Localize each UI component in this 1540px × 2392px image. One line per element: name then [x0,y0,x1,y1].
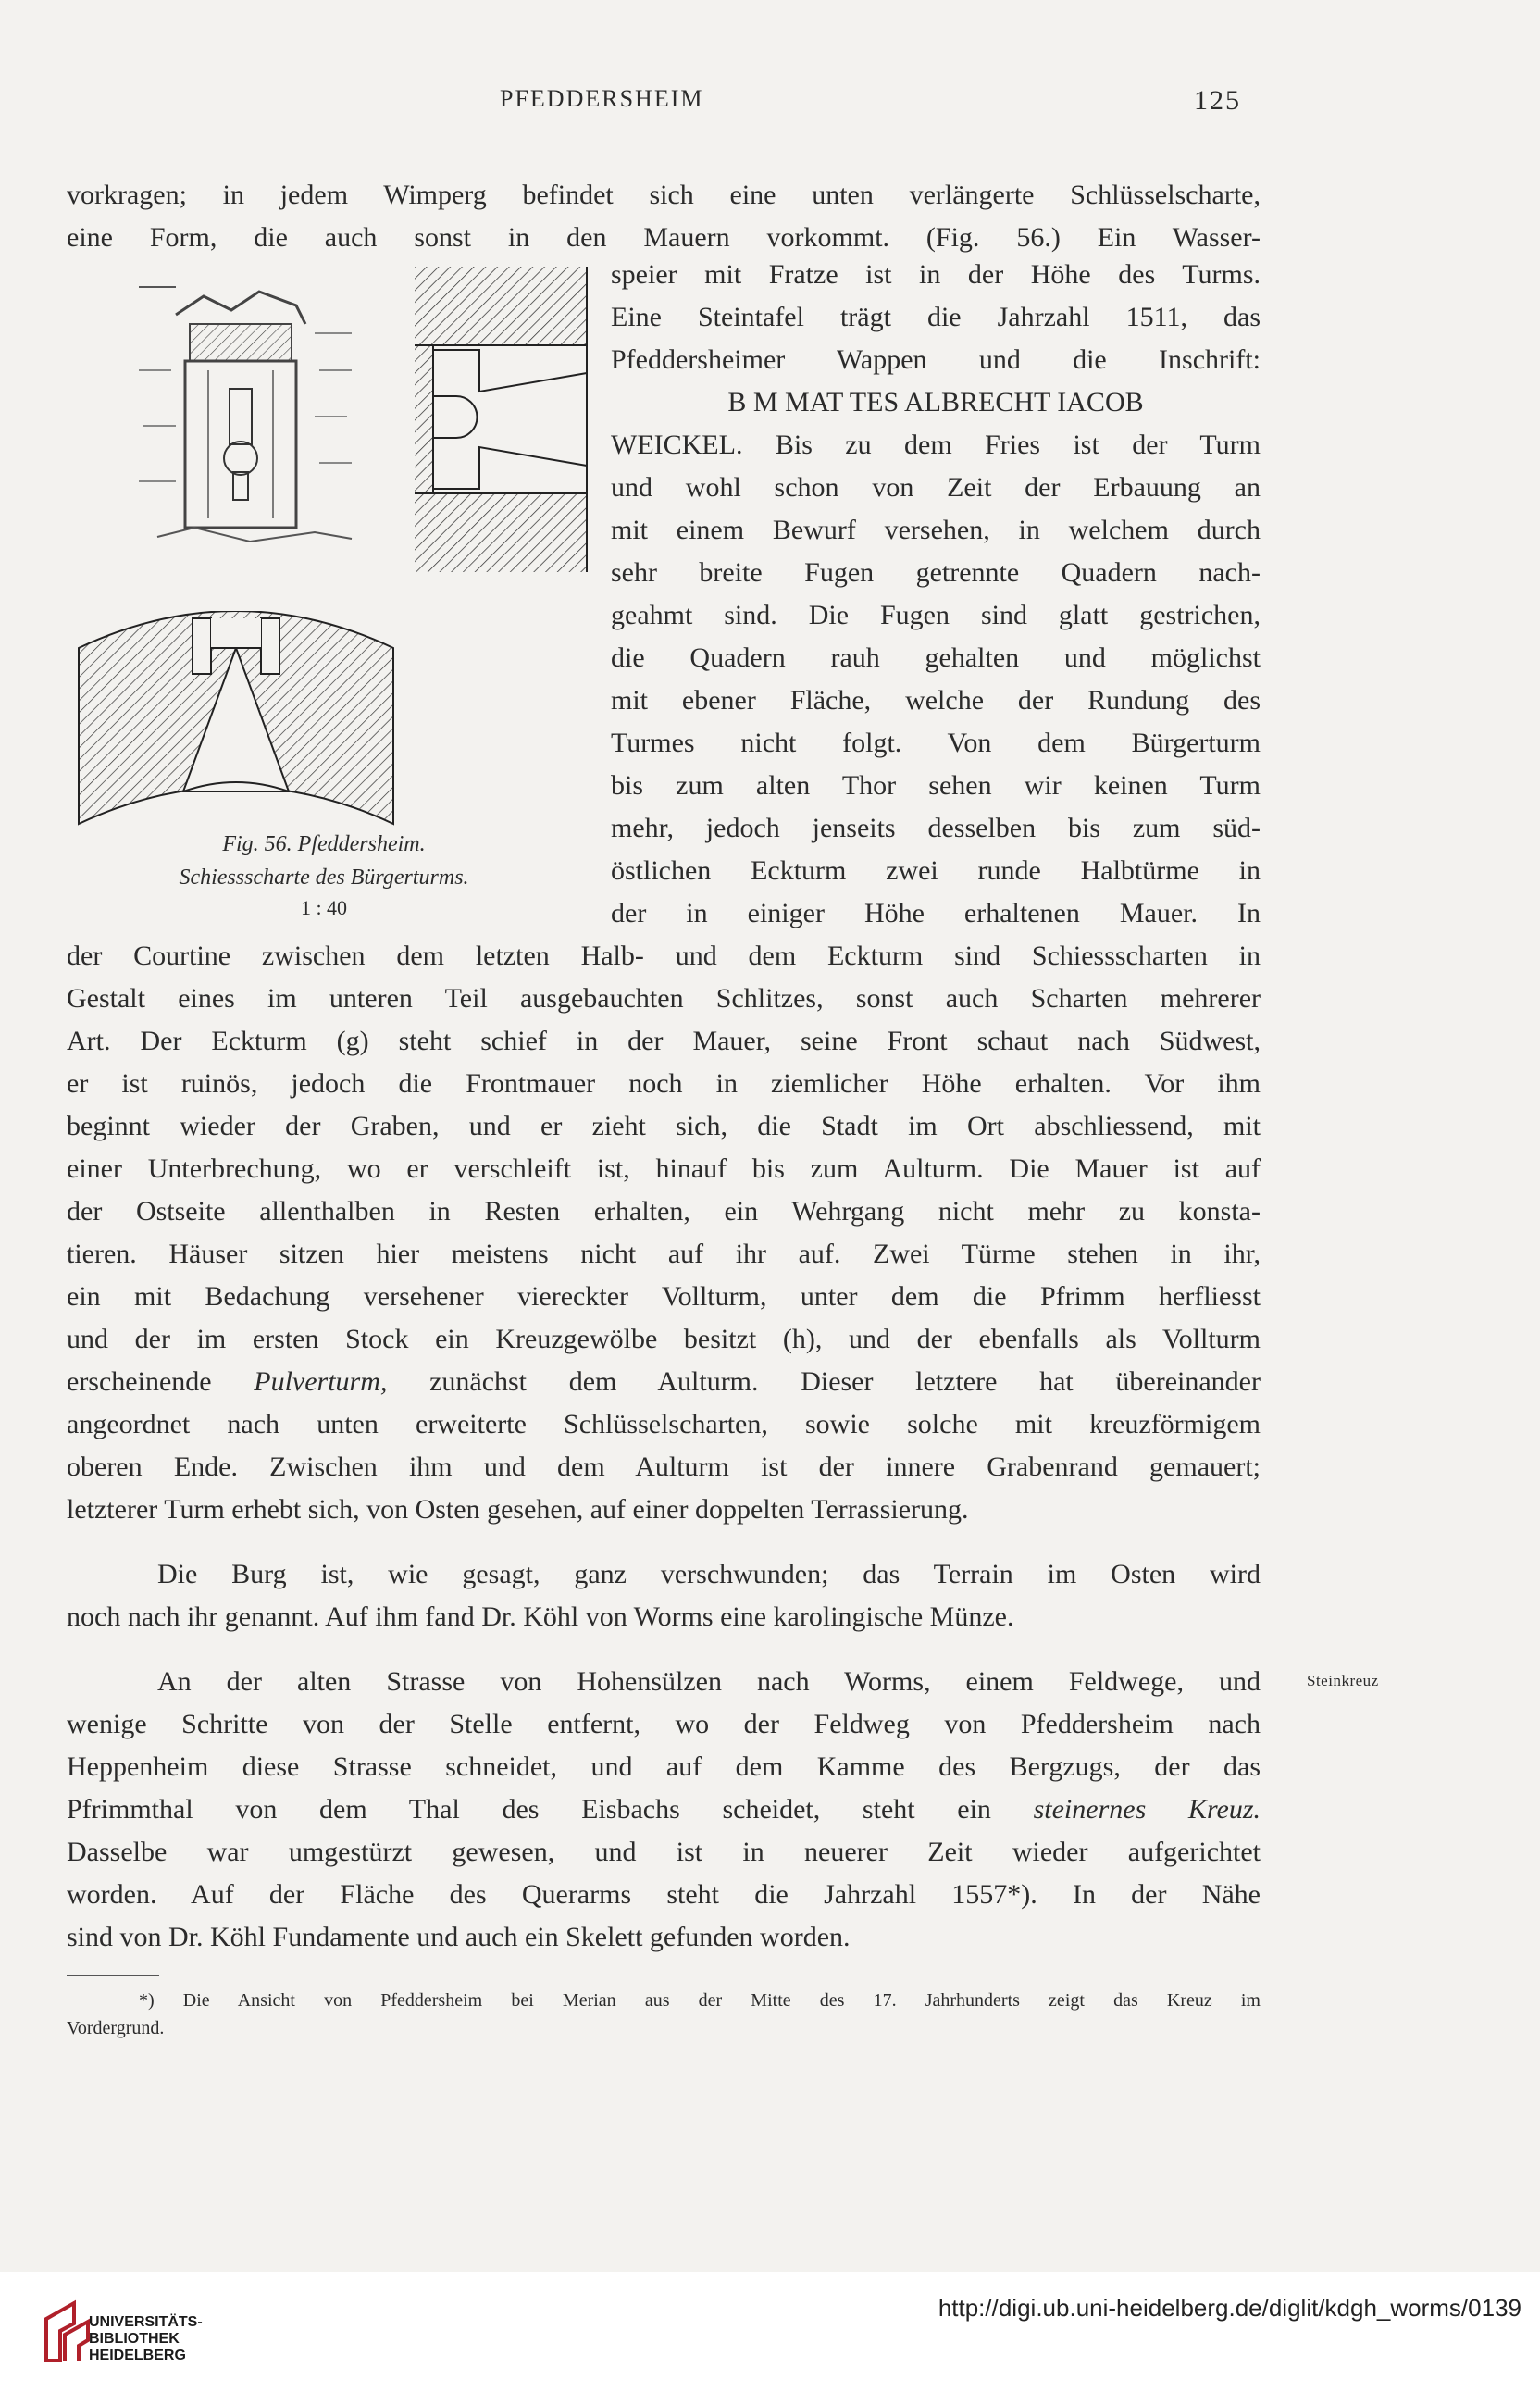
figure-section [415,267,590,572]
text-line: beginnt wieder der Graben, und er zieht sich, die Stadt im Ort abschliessend, mit [67,1111,1261,1141]
text-line: der Courtine zwischen dem letzten Halb- und dem Eckturm sind Schiessscharten in [67,941,1261,971]
text-line: Dasselbe war umgestürzt gewesen, und ist in neuerer Zeit wieder aufgerichtet [67,1837,1261,1867]
footer-bar [0,2272,1540,2392]
text-line: mit einem Bewurf versehen, in welchem durch [611,515,1261,545]
italic-term: steinernes Kreuz. [1033,1794,1261,1825]
text-line: letzterer Turm erhebt sich, von Osten gesehen, auf einer doppelten Terrassierung. [67,1494,969,1525]
text-line: und wohl schon von Zeit der Erbauung an [611,472,1261,503]
text-line: geahmt sind. Die Fugen sind glatt gestrichen, [611,600,1261,630]
figure-elevation [139,268,361,574]
text-line: die Quadern rauh gehalten und möglichst [611,642,1261,673]
text-line: worden. Auf der Fläche des Querarms steht die Jahrzahl 1557*). In der Nähe [67,1879,1261,1910]
text-line: speier mit Fratze ist in der Höhe des Turms. [611,259,1261,290]
text-line: WEICKEL. Bis zu dem Fries ist der Turm [611,430,1261,460]
text-line: sehr breite Fugen getrennte Quadern nach- [611,557,1261,588]
text-line: Pfeddersheimer Wappen und die Inschrift: [611,344,1261,375]
figure-caption: Fig. 56. Pfeddersheim. [222,832,426,856]
library-name-line: BIBLIOTHEK [89,2331,180,2347]
text-line: eine Form, die auch sonst in den Mauern vorkommt. (Fig. 56.) Ein Wasser- [67,222,1261,253]
text-line: der in einiger Höhe erhaltenen Mauer. In [611,898,1261,928]
figure-caption: Schiessscharte des Bürgerturms. [179,866,469,890]
figure-scale: 1 : 40 [300,896,348,919]
text-span: zunächst dem Aulturm. Dieser letztere hat übereinander [387,1366,1261,1397]
text-line [67,1361,1261,1403]
margin-note: Steinkreuz [1307,1672,1379,1689]
text-line: angeordnet nach unten erweiterte Schlüsselscharten, sowie solche mit kreuzförmigem [67,1409,1261,1439]
text-line: Heppenheim diese Strasse schneidet, und auf dem Kamme des Bergzugs, der das [67,1751,1261,1782]
text-line: tieren. Häuser sitzen hier meistens nicht auf ihr auf. Zwei Türme stehen in ihr, [67,1239,1261,1269]
text-line: oberen Ende. Zwischen ihm und dem Aulturm ist der innere Grabenrand gemauert; [67,1451,1261,1482]
text-line: er ist ruinös, jedoch die Frontmauer noch in ziemlicher Höhe erhalten. Vor ihm [67,1068,1261,1099]
text-line: mehr, jedoch jenseits desselben bis zum süd- [611,813,1261,843]
text-line: noch nach ihr genannt. Auf ihm fand Dr. Köhl von Worms eine karolingische Münze. [67,1601,1014,1632]
source-url[interactable]: http://digi.ub.uni-heidelberg.de/diglit/kdgh_worms/0139 [938,2294,1521,2322]
text-span: Pfrimmthal von dem Thal des Eisbachs scheidet, steht ein [67,1794,1034,1825]
figure-plan [74,611,398,833]
library-name-line: HEIDELBERG [89,2348,186,2363]
text-line: wenige Schritte von der Stelle entfernt, wo der Feldweg von Pfeddersheim nach [67,1709,1261,1739]
text-span: erscheinende [67,1366,255,1397]
text-line: und der im ersten Stock ein Kreuzgewölbe besitzt (h), und der ebenfalls als Vollturm [67,1324,1261,1354]
text-line: Gestalt eines im unteren Teil ausgebauchten Schlitzes, sonst auch Scharten mehrerer [67,983,1261,1014]
running-head: PFEDDERSHEIM [500,85,704,112]
text-line: Turmes nicht folgt. Von dem Bürgerturm [611,728,1261,758]
footnote-line: *) Die Ansicht von Pfeddersheim bei Merian aus der Mitte des 17. Jahrhunderts zeigt das Kreuz im [139,1990,1261,2011]
page-number: 125 [1194,85,1241,116]
text-line: ein mit Bedachung versehener viereckter Vollturm, unter dem die Pfrimm herfliesst [67,1281,1261,1312]
text-line: bis zum alten Thor sehen wir keinen Turm [611,770,1261,801]
text-line: vorkragen; in jedem Wimperg befindet sich eine unten verlängerte Schlüsselscharte, [67,180,1261,210]
text-line: östlichen Eckturm zwei runde Halbtürme in [611,855,1261,886]
text-line: Die Burg ist, wie gesagt, ganz verschwunden; das Terrain im Osten wird [157,1559,1261,1589]
library-name-line: UNIVERSITÄTS- [89,2314,203,2330]
text-line: Art. Der Eckturm (g) steht schief in der Mauer, seine Front schaut nach Südwest, [67,1026,1261,1056]
text-line: sind von Dr. Köhl Fundamente und auch ein Skelett gefunden worden. [67,1922,851,1952]
library-name [89,2314,203,2364]
italic-term: Pulverturm, [254,1366,388,1397]
text-line: einer Unterbrechung, wo er verschleift ist, hinauf bis zum Aulturm. Die Mauer ist auf [67,1153,1261,1184]
text-line: mit ebener Fläche, welche der Rundung des [611,685,1261,716]
footnote-line: Vordergrund. [67,2018,165,2038]
text-line [67,1788,1261,1831]
text-line: An der alten Strasse von Hohensülzen nach Worms, einem Feldwege, und [157,1666,1261,1697]
inscription-line: B M MAT TES ALBRECHT IACOB [727,387,1144,417]
text-line: der Ostseite allenthalben in Resten erhalten, ein Wehrgang nicht mehr zu konsta- [67,1196,1261,1227]
footnote-rule [67,1975,159,1976]
text-line: Eine Steintafel trägt die Jahrzahl 1511, das [611,302,1261,332]
